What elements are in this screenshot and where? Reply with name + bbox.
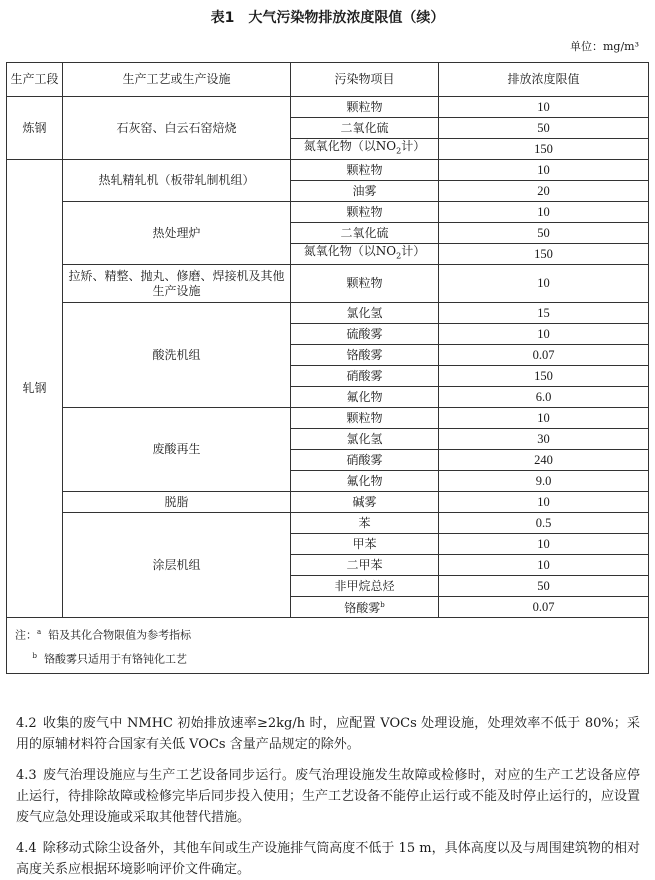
notes-cell xyxy=(7,618,649,674)
pollutant-name: 氟化物 xyxy=(346,473,383,488)
limit-cell: 50 xyxy=(439,576,649,597)
table-row xyxy=(7,97,649,118)
pollutant-name: 二氧化硫 xyxy=(340,120,389,135)
limit-cell: 10 xyxy=(439,492,649,513)
table-row xyxy=(7,303,649,324)
pollutant-name: 氯化氢 xyxy=(346,431,383,446)
pollutant-name: 颗粒物 xyxy=(346,162,383,177)
facility-cell: 石灰窑、白云石窑焙烧 xyxy=(63,97,291,160)
pollutant-cell xyxy=(291,576,439,597)
paragraph-text: 废气治理设施应与生产工艺设备同步运行。废气治理设施发生故障或检修时，对应的生产工艺设备应停止运行，待排除故障或检修完毕后同步投入使用；生产工艺设备不能停止运行或不能及时停止运行的，应设置废气应急处理设施或采取其他替代措施。 xyxy=(16,768,641,825)
table-body xyxy=(7,97,649,618)
limit-cell: 0.07 xyxy=(439,597,649,618)
unit-label: 单位：mg/m³ xyxy=(569,40,639,53)
pollutant-cell xyxy=(291,181,439,202)
limit-cell: 30 xyxy=(439,429,649,450)
limit-cell: 10 xyxy=(439,534,649,555)
note-a xyxy=(15,622,640,646)
limit-cell: 50 xyxy=(439,118,649,139)
pollutant-cell xyxy=(291,408,439,429)
limit-cell: 20 xyxy=(439,181,649,202)
pollutant-cell xyxy=(291,471,439,492)
paragraph-number: 4.2 xyxy=(16,716,37,731)
facility-cell: 废酸再生 xyxy=(63,408,291,492)
limit-cell: 10 xyxy=(439,324,649,345)
limit-cell: 10 xyxy=(439,97,649,118)
limit-cell: 10 xyxy=(439,265,649,303)
pollutant-cell xyxy=(291,202,439,223)
pollutant-name: 非甲烷总烃 xyxy=(334,578,395,593)
pollutant-cell xyxy=(291,555,439,576)
pollutant-name: 氮氧化物（以NO xyxy=(303,139,397,154)
pollutant-name: 颗粒物 xyxy=(346,99,383,114)
pollutant-name: 硝酸雾 xyxy=(346,368,383,383)
pollutant-cell xyxy=(291,265,439,303)
pollutant-cell xyxy=(291,139,439,160)
table-row xyxy=(7,160,649,181)
table-header-row xyxy=(7,63,649,97)
pollutant-cell xyxy=(291,97,439,118)
limit-cell: 0.5 xyxy=(439,513,649,534)
paragraph-number: 4.4 xyxy=(16,841,37,856)
pollutant-cell xyxy=(291,450,439,471)
pollutant-name: 铬酸雾 xyxy=(346,347,383,362)
pollutant-name: 铬酸雾 xyxy=(344,601,381,615)
note-a-mark: a xyxy=(37,628,42,636)
limit-cell: 10 xyxy=(439,408,649,429)
facility-cell: 酸洗机组 xyxy=(63,303,291,408)
paragraph-number: 4.3 xyxy=(16,768,37,783)
limit-cell: 150 xyxy=(439,139,649,160)
pollutant-footnote-mark: b xyxy=(380,601,385,609)
pollutant-cell xyxy=(291,324,439,345)
limit-cell: 240 xyxy=(439,450,649,471)
pollutant-name: 硫酸雾 xyxy=(346,326,383,341)
pollutant-subscript: 2 xyxy=(396,251,402,261)
pollutant-name: 油雾 xyxy=(352,183,377,198)
notes-prefix: 注： xyxy=(15,628,37,642)
header-facility: 生产工艺或生产设施 xyxy=(63,63,291,97)
paragraph-4-2 xyxy=(16,713,640,755)
pollutant-suffix: 计） xyxy=(401,139,426,154)
header-pollutant: 污染物项目 xyxy=(291,63,439,97)
header-limit: 排放浓度限值 xyxy=(439,63,649,97)
pollutant-cell xyxy=(291,244,439,265)
note-a-text: 铅及其化合物限值为参考指标 xyxy=(48,628,192,642)
pollutant-name: 颗粒物 xyxy=(346,204,383,219)
limit-cell: 150 xyxy=(439,244,649,265)
pollutant-cell xyxy=(291,303,439,324)
emission-limits-table xyxy=(6,62,649,674)
paragraph-4-4 xyxy=(16,838,640,880)
header-process: 生产工段 xyxy=(7,63,63,97)
table-row xyxy=(7,492,649,513)
table-row xyxy=(7,202,649,223)
pollutant-cell xyxy=(291,429,439,450)
pollutant-name: 颗粒物 xyxy=(346,410,383,425)
limit-cell: 10 xyxy=(439,555,649,576)
pollutant-cell xyxy=(291,118,439,139)
note-b-mark: b xyxy=(32,651,37,660)
pollutant-cell xyxy=(291,513,439,534)
limit-cell: 10 xyxy=(439,160,649,181)
pollutant-name: 碱雾 xyxy=(352,494,377,509)
pollutant-name: 颗粒物 xyxy=(346,276,383,290)
pollutant-name: 氟化物 xyxy=(346,389,383,404)
pollutant-name: 氮氧化物（以NO xyxy=(303,244,397,259)
pollutant-cell xyxy=(291,223,439,244)
process-cell: 炼钢 xyxy=(7,97,63,160)
facility-cell: 拉矫、精整、抛丸、修磨、焊接机及其他生产设施 xyxy=(63,265,291,303)
notes-row xyxy=(7,618,649,674)
pollutant-cell xyxy=(291,597,439,618)
paragraph-text: 除移动式除尘设备外，其他车间或生产设施排气筒高度不低于 15 m，具体高度以及与周围建筑物的相对高度关系应根据环境影响评价文件确定。 xyxy=(16,841,640,877)
pollutant-cell xyxy=(291,366,439,387)
pollutant-cell xyxy=(291,492,439,513)
pollutant-name: 二甲苯 xyxy=(346,557,383,572)
pollutant-name: 二氧化硫 xyxy=(340,225,389,240)
pollutant-cell xyxy=(291,345,439,366)
limit-cell: 50 xyxy=(439,223,649,244)
pollutant-name: 氯化氢 xyxy=(346,305,383,320)
pollutant-suffix: 计） xyxy=(401,244,426,259)
table-title: 表1 大气污染物排放浓度限值（续） xyxy=(210,10,445,26)
pollutant-cell xyxy=(291,160,439,181)
pollutant-name: 硝酸雾 xyxy=(346,452,383,467)
facility-cell: 热轧精轧机（板带轧制机组） xyxy=(63,160,291,202)
table-row xyxy=(7,408,649,429)
pollutant-cell xyxy=(291,387,439,408)
limit-cell: 150 xyxy=(439,366,649,387)
process-cell: 轧钢 xyxy=(7,160,63,618)
limit-cell: 10 xyxy=(439,202,649,223)
pollutant-subscript: 2 xyxy=(396,146,402,156)
limit-cell: 0.07 xyxy=(439,345,649,366)
facility-cell: 热处理炉 xyxy=(63,202,291,265)
limit-cell: 9.0 xyxy=(439,471,649,492)
pollutant-name: 苯 xyxy=(358,515,371,530)
facility-cell: 涂层机组 xyxy=(63,513,291,618)
table-row xyxy=(7,265,649,303)
limit-cell: 6.0 xyxy=(439,387,649,408)
paragraph-4-3 xyxy=(16,765,640,828)
note-b-text: 铬酸雾只适用于有铬钝化工艺 xyxy=(43,652,187,666)
limit-cell: 15 xyxy=(439,303,649,324)
pollutant-cell xyxy=(291,534,439,555)
table-row xyxy=(7,513,649,534)
facility-cell: 脱脂 xyxy=(63,492,291,513)
note-b xyxy=(15,646,640,670)
paragraph-text: 收集的废气中 NMHC 初始排放速率≥2kg/h 时，应配置 VOCs 处理设施，处理效率不低于 80%；采用的原辅材料符合国家有关低 VOCs 含量产品规定的除外。 xyxy=(16,716,640,752)
pollutant-name: 甲苯 xyxy=(352,536,377,551)
